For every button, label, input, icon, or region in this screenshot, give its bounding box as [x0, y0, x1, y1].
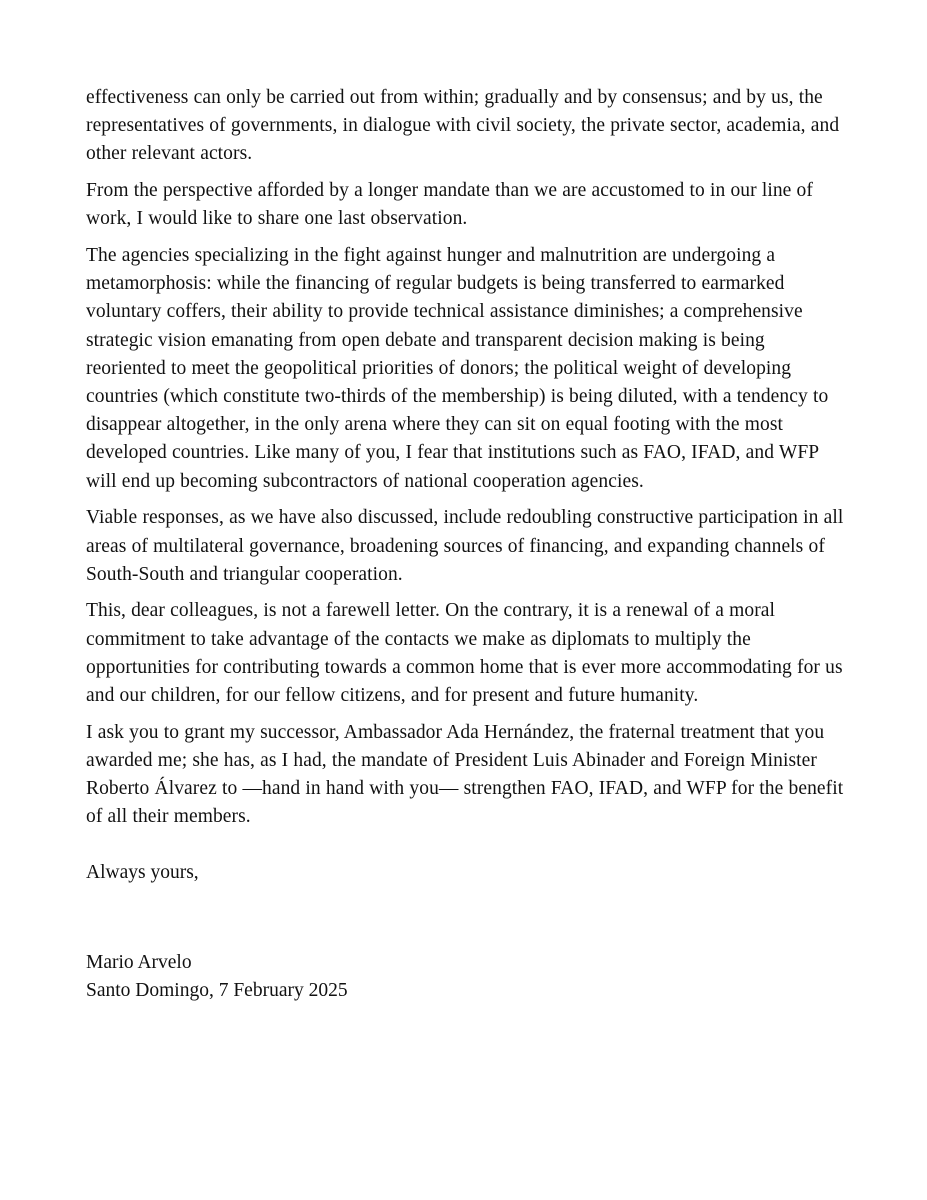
- signature-place-and-date: Santo Domingo, 7 February 2025: [86, 980, 348, 1002]
- body-paragraph: Viable responses, as we have also discussed, include redoubling constructive participation in all areas of multilateral governance, broadening sources of financing, and expanding channels of South-South and triangular cooperation.: [86, 507, 844, 585]
- letter-body: [86, 84, 848, 1006]
- signature-name: Mario Arvelo: [86, 952, 192, 974]
- body-paragraph: From the perspective afforded by a longer mandate than we are accustomed to in our line of work, I would like to share one last observation.: [86, 180, 813, 230]
- signature-block: [86, 887, 848, 1005]
- closing-salutation: Always yours,: [86, 862, 199, 884]
- body-paragraph: I ask you to grant my successor, Ambassador Ada Hernández, the fraternal treatment that you awarded me; she has, as I had, the mandate of President Luis Abinader and Foreign Minister Roberto Álvarez to —hand in hand with you— strengthen FAO, IFAD, and WFP for the benefit of all their members.: [86, 721, 844, 828]
- body-paragraph: effectiveness can only be carried out from within; gradually and by consensus; and by us, the representatives of governments, in dialogue with civil society, the private sector, academia, and other relevant actors.: [86, 87, 840, 165]
- body-paragraph: This, dear colleagues, is not a farewell letter. On the contrary, it is a renewal of a moral commitment to take advantage of the contacts we make as diplomats to multiply the opportunities for contributing towards a common home that is ever more accommodating for us and our children, for our fellow citizens, and for present and future humanity.: [86, 600, 843, 707]
- body-paragraph: The agencies specializing in the fight against hunger and malnutrition are undergoing a metamorphosis: while the financing of regular budgets is being transferred to earmarked voluntary coffers, their ability to provide technical assistance diminishes; a comprehensive strategic vision emanating from open debate and transparent decision making is being reoriented to meet the geopolitical priorities of donors; the political weight of developing countries (which constitute two-thirds of the membership) is being diluted, with a tendency to disappear altogether, in the only arena where they can sit on equal footing with the most developed countries. Like many of you, I fear that institutions such as FAO, IFAD, and WFP will end up becoming subcontractors of national cooperation agencies.: [86, 245, 829, 492]
